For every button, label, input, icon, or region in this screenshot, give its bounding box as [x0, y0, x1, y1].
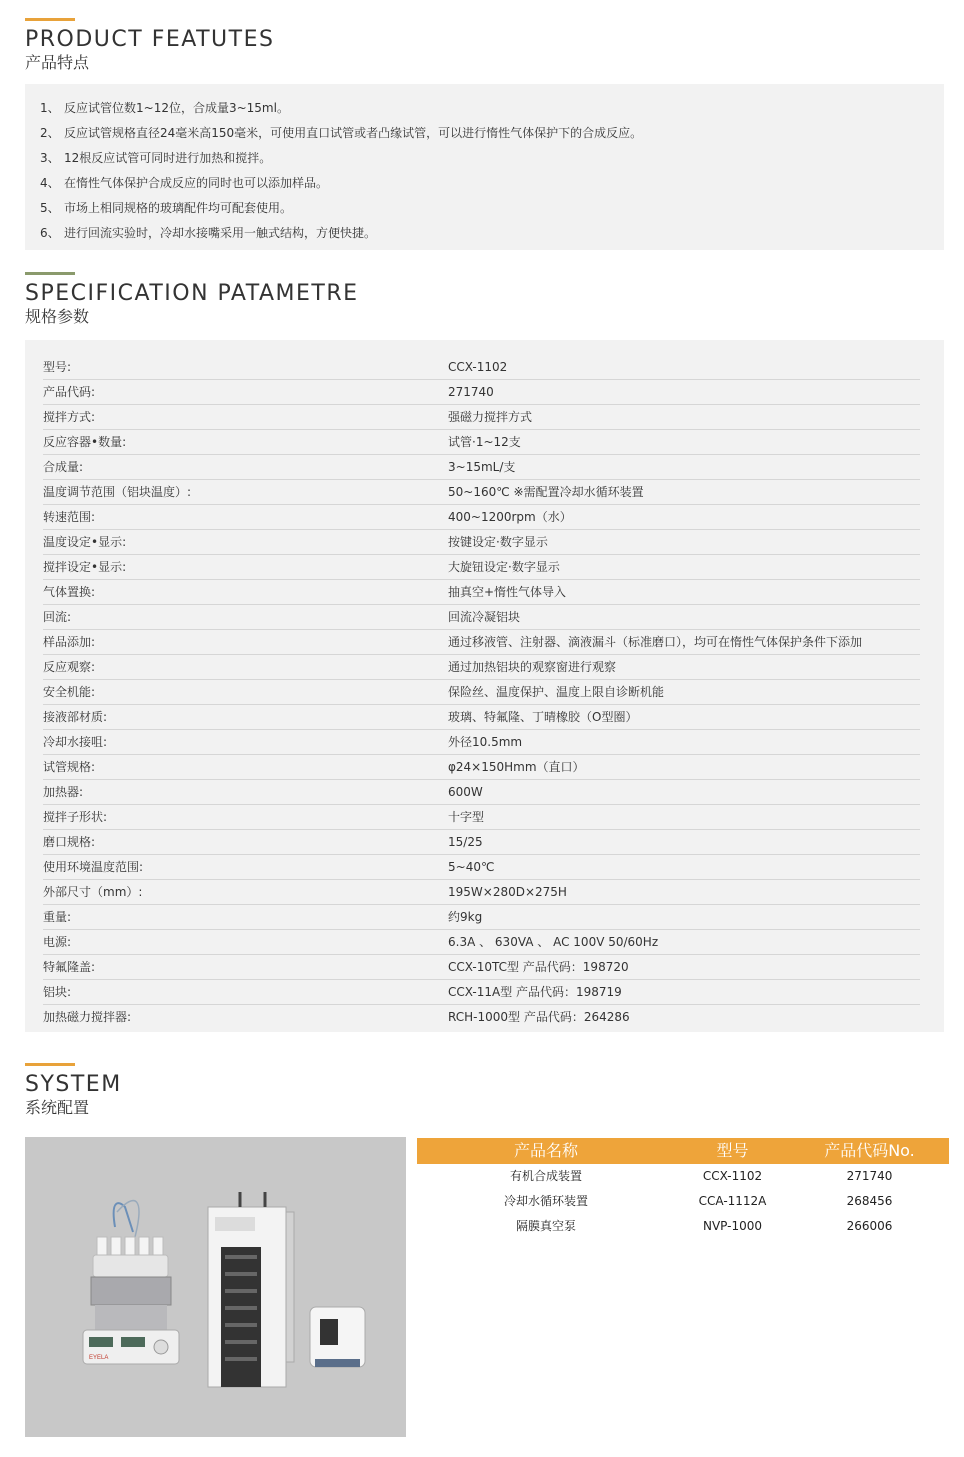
spec-section-header	[25, 272, 359, 328]
spec-label: 样品添加:	[43, 635, 96, 649]
cell-product-code: 266006	[846, 1219, 893, 1233]
spec-value: 5~40℃	[448, 860, 495, 874]
system-config-table	[417, 1138, 949, 1239]
feature-number: 1、	[40, 101, 60, 115]
section-accent-line	[25, 1063, 75, 1066]
spec-label: 使用环境温度范围:	[43, 860, 144, 874]
spec-row	[43, 580, 920, 605]
spec-title-en: SPECIFICATION PATAMETRE	[25, 281, 359, 306]
feature-number: 6、	[40, 226, 60, 240]
spec-label: 加热器:	[43, 785, 84, 799]
spec-value: 外径10.5mm	[448, 735, 523, 749]
feature-text: 12根反应试管可同时进行加热和搅拌。	[64, 151, 272, 165]
spec-value: 十字型	[448, 810, 485, 824]
spec-table	[25, 340, 944, 1032]
spec-value: 3~15mL/支	[448, 460, 516, 474]
spec-label: 气体置换:	[43, 585, 96, 599]
feature-item	[40, 146, 944, 171]
spec-value: 271740	[448, 385, 494, 399]
spec-value: 400~1200rpm（水）	[448, 510, 572, 524]
feature-item	[40, 121, 944, 146]
spec-value: 通过移液管、注射器、滴液漏斗（标准磨口），均可在惰性气体保护条件下添加	[448, 635, 863, 649]
spec-row	[43, 830, 920, 855]
spec-row	[43, 955, 920, 980]
header-product-name: 产品名称	[513, 1141, 578, 1160]
spec-label: 搅拌子形状:	[43, 810, 108, 824]
spec-row	[43, 405, 920, 430]
features-list	[25, 84, 944, 250]
spec-row	[43, 630, 920, 655]
spec-label: 接液部材质:	[43, 710, 108, 724]
spec-label: 冷却水接咀:	[43, 735, 108, 749]
cell-model: CCX-1102	[702, 1169, 763, 1183]
spec-label: 合成量:	[43, 460, 84, 474]
spec-row	[43, 930, 920, 955]
header-product-code: 产品代码No.	[824, 1141, 915, 1160]
spec-label: 反应容器•数量:	[43, 435, 127, 449]
feature-item	[40, 196, 944, 221]
spec-label: 磨口规格:	[43, 835, 96, 849]
spec-value: RCH-1000型 产品代码：264286	[448, 1010, 630, 1024]
spec-label: 电源:	[43, 935, 72, 949]
spec-value: 玻璃、特氟隆、丁晴橡胶（O型圈）	[448, 710, 638, 724]
feature-text: 进行回流实验时，冷却水接嘴采用一触式结构，方便快捷。	[64, 226, 377, 240]
spec-label: 搅拌方式:	[43, 410, 96, 424]
spec-row	[43, 855, 920, 880]
spec-value: φ24×150Hmm（直口）	[448, 760, 585, 774]
spec-value: 6.3A 、 630VA 、 AC 100V 50/60Hz	[448, 935, 659, 949]
spec-label: 安全机能:	[43, 685, 96, 699]
spec-row	[43, 655, 920, 680]
feature-number: 5、	[40, 201, 60, 215]
feature-number: 3、	[40, 151, 60, 165]
spec-row	[43, 805, 920, 830]
table-row	[417, 1214, 949, 1239]
system-title-cn: 系统配置	[25, 1098, 90, 1117]
system-product-image	[25, 1137, 406, 1437]
spec-row	[43, 530, 920, 555]
cell-product-code: 268456	[846, 1194, 893, 1208]
feature-number: 4、	[40, 176, 60, 190]
table-header-row	[417, 1138, 949, 1164]
features-title-en: PRODUCT FEATUTES	[25, 27, 275, 52]
spec-row	[43, 905, 920, 930]
spec-row	[43, 1005, 920, 1030]
cell-product-name: 隔膜真空泵	[515, 1219, 576, 1233]
spec-label: 产品代码:	[43, 385, 96, 399]
spec-value: 约9kg	[448, 910, 483, 924]
spec-row	[43, 605, 920, 630]
header-model: 型号	[716, 1141, 749, 1160]
spec-value: CCX-11A型 产品代码：198719	[448, 985, 622, 999]
cell-model: NVP-1000	[702, 1219, 763, 1233]
spec-row	[43, 980, 920, 1005]
spec-value: 强磁力搅拌方式	[448, 410, 533, 424]
spec-label: 转速范围:	[43, 510, 96, 524]
spec-label: 搅拌设定•显示:	[43, 560, 127, 574]
brand-logo-left: EYELA	[89, 1355, 109, 1361]
spec-row	[43, 780, 920, 805]
spec-value: CCX-10TC型 产品代码：198720	[448, 960, 629, 974]
spec-row	[43, 880, 920, 905]
spec-label: 型号:	[43, 360, 72, 374]
spec-row	[43, 755, 920, 780]
spec-value: 大旋钮设定·数字显示	[448, 560, 560, 574]
spec-label: 回流:	[43, 610, 72, 624]
spec-label: 外部尺寸（mm）:	[43, 885, 143, 899]
spec-row	[43, 355, 920, 380]
spec-row	[43, 380, 920, 405]
spec-row	[43, 730, 920, 755]
spec-row	[43, 505, 920, 530]
feature-text: 市场上相同规格的玻璃配件均可配套使用。	[64, 201, 293, 215]
spec-label: 铝块:	[43, 985, 72, 999]
spec-value: 抽真空+惰性气体导入	[448, 585, 567, 599]
feature-text: 反应试管规格直径24毫米高150毫米，可使用直口试管或者凸缘试管，可以进行惰性气体保护下的合成反应。	[64, 126, 643, 140]
spec-row	[43, 555, 920, 580]
spec-label: 加热磁力搅拌器:	[43, 1010, 132, 1024]
spec-value: 按键设定·数字显示	[448, 535, 548, 549]
section-accent-line	[25, 18, 75, 21]
cell-product-name: 有机合成装置	[509, 1169, 582, 1183]
feature-item	[40, 171, 944, 196]
spec-row	[43, 480, 920, 505]
feature-number: 2、	[40, 126, 60, 140]
features-title-cn: 产品特点	[25, 53, 90, 72]
feature-text: 反应试管位数1~12位，合成量3~15ml。	[64, 101, 289, 115]
equipment-illustration	[25, 1137, 406, 1437]
spec-value: 通过加热铝块的观察窗进行观察	[448, 660, 617, 674]
feature-item	[40, 221, 944, 246]
cell-product-name: 冷却水循环装置	[503, 1194, 588, 1208]
system-section-header	[25, 1063, 122, 1119]
spec-value: 试管·1~12支	[448, 435, 521, 449]
spec-row	[43, 705, 920, 730]
feature-item	[40, 96, 944, 121]
spec-label: 反应观察:	[43, 660, 96, 674]
spec-value: 保险丝、温度保护、温度上限自诊断机能	[448, 685, 665, 699]
section-accent-line	[25, 272, 75, 275]
spec-value: 50~160℃ ※需配置冷却水循环装置	[448, 485, 644, 499]
spec-label: 重量:	[43, 910, 72, 924]
spec-value: 195W×280D×275H	[448, 885, 567, 899]
cell-product-code: 271740	[846, 1169, 893, 1183]
spec-label: 温度设定•显示:	[43, 535, 127, 549]
spec-row	[43, 430, 920, 455]
spec-label: 特氟隆盖:	[43, 960, 96, 974]
spec-value: CCX-1102	[448, 360, 508, 374]
table-row	[417, 1189, 949, 1214]
features-section-header	[25, 18, 274, 74]
spec-value: 15/25	[448, 835, 483, 849]
spec-value: 回流冷凝铝块	[448, 610, 521, 624]
system-title-en: SYSTEM	[25, 1072, 122, 1097]
table-row	[417, 1164, 949, 1189]
spec-row	[43, 455, 920, 480]
cell-model: CCA-1112A	[698, 1194, 767, 1208]
spec-row	[43, 680, 920, 705]
spec-label: 温度调节范围（铝块温度）:	[43, 485, 192, 499]
spec-title-cn: 规格参数	[25, 307, 90, 326]
spec-label: 试管规格:	[43, 760, 96, 774]
spec-value: 600W	[448, 785, 483, 799]
feature-text: 在惰性气体保护合成反应的同时也可以添加样品。	[64, 176, 329, 190]
